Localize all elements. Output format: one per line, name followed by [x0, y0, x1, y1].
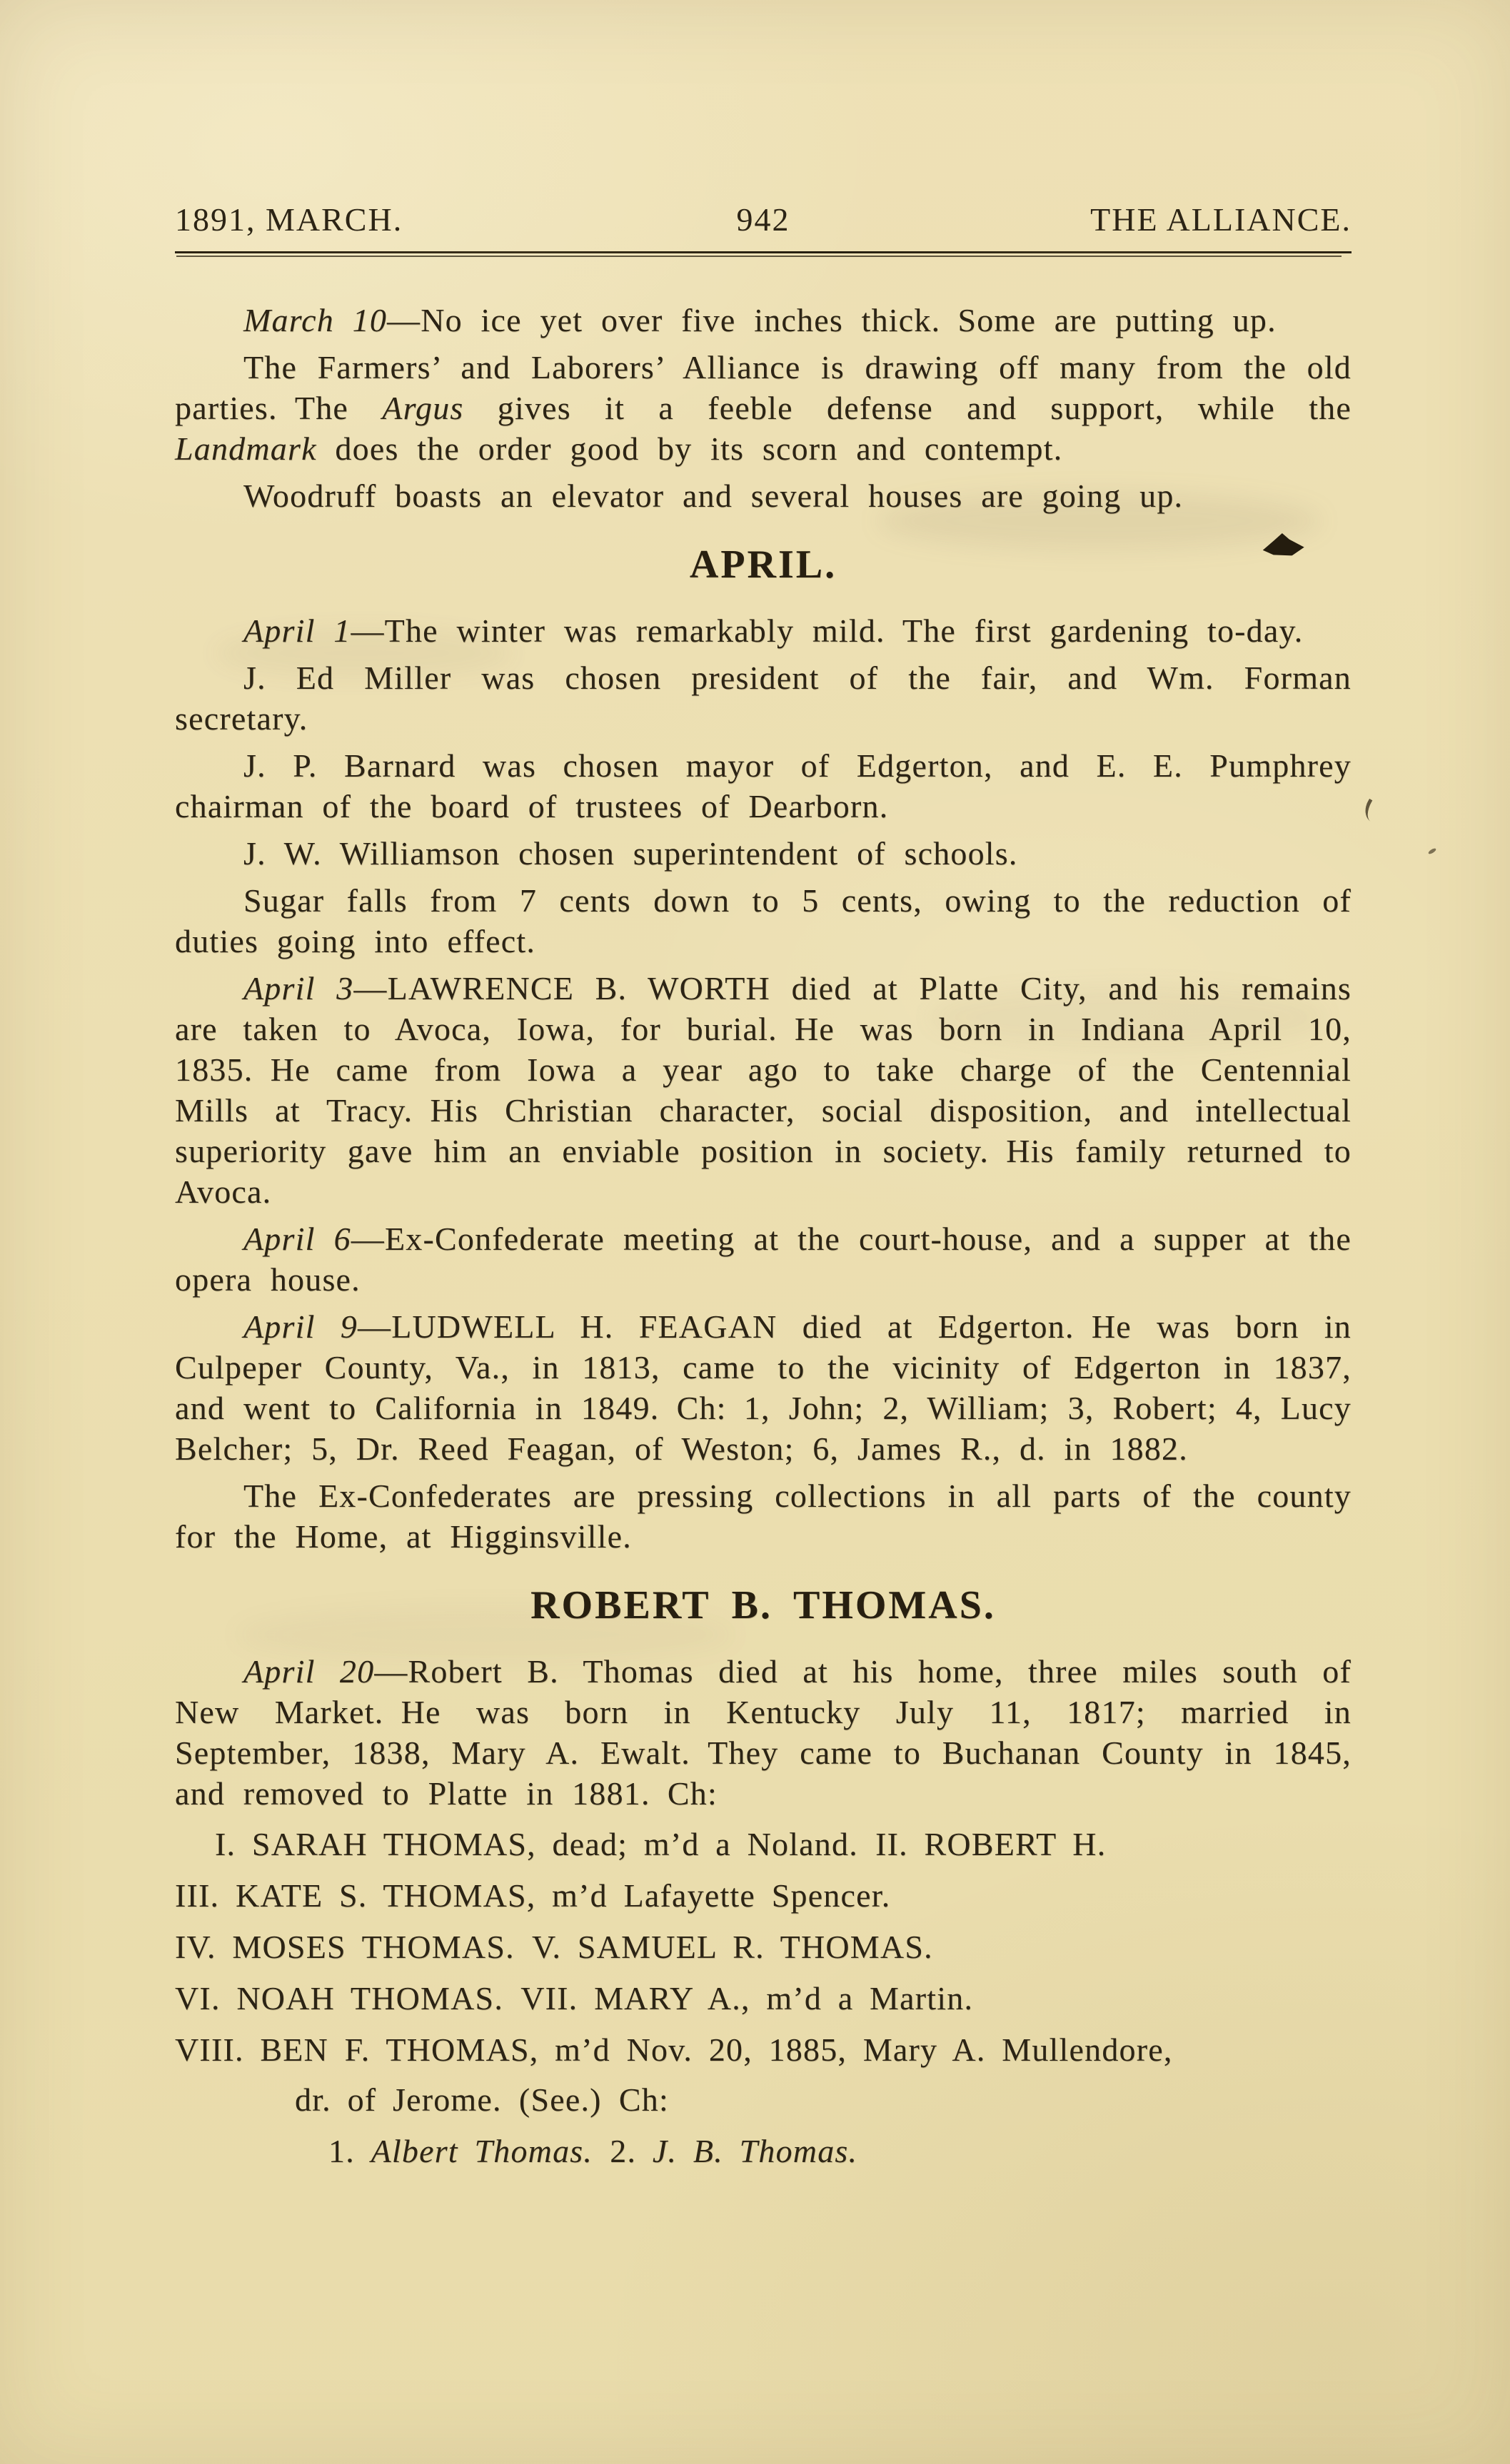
paragraph: April 20—Robert B. Thomas died at his home, three miles south of New Market. He was born in Kentucky July 11, 1817; married in September, 1838, Mary A. Ewalt. They came to Buchanan County in 1845, and removed to Platte in 1881. Ch: [175, 1653, 1352, 1812]
paragraph: March 10—No ice yet over five inches thick. Some are putting up. [243, 302, 1277, 338]
section-heading: APRIL. [689, 542, 837, 587]
running-header-book-title: THE ALLIANCE. [1090, 201, 1352, 238]
paragraph: J. Ed Miller was chosen president of the fair, and Wm. Forman secretary. [175, 660, 1352, 737]
paragraph: III. KATE S. THOMAS, m’d Lafayette Spencer. [175, 1877, 891, 1914]
ink-speck [1428, 847, 1437, 855]
running-header [175, 201, 1352, 243]
page-number: 942 [736, 201, 790, 238]
paragraph: I. SARAH THOMAS, dead; m’d a Noland. II. ROBERT H. [215, 1826, 1107, 1862]
paragraph: The Farmers’ and Laborers’ Alliance is drawing off many from the old parties. The Argus gives it a feeble defense and support, while the Landmark does the order good by its scorn and contempt. [175, 349, 1352, 467]
paragraph: VIII. BEN F. THOMAS, m’d Nov. 20, 1885, Mary A. Mullendore, dr. of Jerome. (See.) Ch: [175, 2031, 1173, 2118]
section-heading: ROBERT B. THOMAS. [530, 1583, 996, 1627]
paragraph: April 1—The winter was remarkably mild. The first gardening to-day. [243, 612, 1304, 649]
stray-ink-fleck [1360, 799, 1382, 822]
paragraph: April 9—LUDWELL H. FEAGAN died at Edgerton. He was born in Culpeper County, Va., in 1813, came to the vicinity of Edgerton in 1837, and went to California in 1849. Ch: 1, John; 2, William; 3, Robert; 4, Lucy Belcher; 5, Dr. Reed Feagan, of Weston; 6, James R., d. in 1882. [175, 1308, 1352, 1467]
paragraph: J. W. Williamson chosen superintendent of schools. [243, 835, 1018, 872]
paragraph: The Ex-Confederates are pressing collections in all parts of the county for the Home, at Higginsville. [175, 1478, 1352, 1555]
paragraph: IV. MOSES THOMAS. V. SAMUEL R. THOMAS. [175, 1929, 933, 1965]
paragraph: 1. Albert Thomas. 2. J. B. Thomas. [328, 2133, 858, 2169]
paragraph: VI. NOAH THOMAS. VII. MARY A., m’d a Martin. [175, 1980, 974, 2016]
paragraph: J. P. Barnard was chosen mayor of Edgerton, and E. E. Pumphrey chairman of the board of trustees of Dearborn. [175, 747, 1352, 824]
header-double-rule [175, 251, 1352, 258]
paragraph: April 3—LAWRENCE B. WORTH died at Platte City, and his remains are taken to Avoca, Iowa, for burial. He was born in Indiana April 10, 1835. He came from Iowa a year ago to take charge of the Centennial Mills at Tracy. His Christian character, social disposition, and intellectual superiority gave him an enviable position in society. His family returned to Avoca. [175, 970, 1352, 1210]
running-header-date: 1891, MARCH. [175, 201, 403, 238]
paragraph: April 6—Ex-Confederate meeting at the court-house, and a supper at the opera house. [175, 1221, 1352, 1298]
paragraph: Sugar falls from 7 cents down to 5 cents, owing to the reduction of duties going into effect. [175, 882, 1352, 959]
text-column [175, 300, 1352, 2176]
paragraph: Woodruff boasts an elevator and several houses are going up. [243, 478, 1184, 514]
